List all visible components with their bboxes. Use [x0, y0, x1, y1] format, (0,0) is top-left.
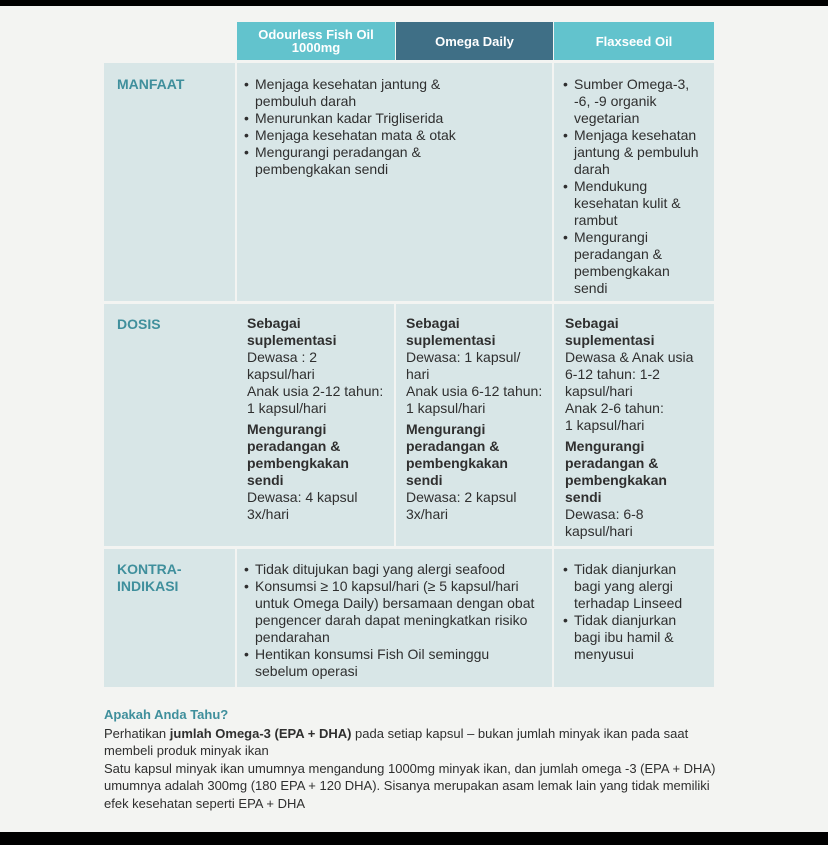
kontra-flaxseed-cell: [563, 561, 703, 663]
kontra-fish-omega-list: [244, 561, 544, 680]
did-you-know-title: Apakah Anda Tahu?: [104, 707, 229, 722]
row-label-dosis: DOSIS: [117, 316, 161, 332]
manfaat-flaxseed-cell: [563, 76, 706, 297]
row-label-manfaat: MANFAAT: [117, 76, 185, 92]
kontra-flaxseed-list: [563, 561, 703, 663]
dosis-omega-cell: [406, 315, 544, 523]
list-item: • Menjaga kesehatan mata & otak: [244, 127, 474, 144]
did-you-know-box: [104, 706, 724, 812]
header-flaxseed-oil: Flaxseed Oil: [554, 22, 714, 60]
dosis-heading: Mengurangi peradangan & pembengkakan sendi: [247, 421, 349, 488]
row-manfaat: [104, 63, 714, 301]
dosis-flaxseed-cell: [565, 315, 707, 540]
dosis-text: 1 kapsul/hari: [565, 417, 645, 433]
did-you-know-paragraph-2: Satu kapsul minyak ikan umumnya mengandung 1000mg minyak ikan, dan jumlah omega -3 (EPA + DHA) umumnya adalah 300mg (180 EPA + 120 DHA). Sisanya merupakan asam lemak lain yang tidak memiliki efek kesehatan seperti EPA + DHA: [104, 760, 716, 811]
dosis-fish-cell: [247, 315, 387, 523]
list-item: • Hentikan konsumsi Fish Oil seminggu sebelum operasi: [244, 646, 544, 680]
dosis-heading: Mengurangi peradangan & pembengkakan sendi: [565, 438, 667, 505]
dosis-text: Anak 2-6 tahun:: [565, 400, 664, 416]
did-you-know-paragraph-1: Perhatikan jumlah Omega-3 (EPA + DHA) pada setiap kapsul – bukan jumlah minyak ikan pada saat membeli produk minyak ikan: [104, 725, 689, 758]
dosis-text: 1 kapsul/hari: [406, 400, 486, 416]
dosis-text: Dewasa: 6-8 kapsul/hari: [565, 506, 644, 539]
dosis-text: Anak usia 6-12 tahun:: [406, 383, 543, 399]
list-item: • Mengurangi peradangan & pembengkakan sendi: [563, 229, 706, 297]
list-item: • Tidak dianjurkan bagi ibu hamil & menyusui: [563, 612, 703, 663]
manfaat-flaxseed-list: [563, 76, 706, 297]
list-item: • Tidak ditujukan bagi yang alergi seafood: [244, 561, 544, 578]
kontra-fish-omega-cell: [244, 561, 544, 680]
list-item: • Menurunkan kadar Trigliserida: [244, 110, 474, 127]
dosis-heading: Sebagai suplementasi: [406, 315, 496, 348]
manfaat-fish-omega-list: [244, 76, 474, 178]
manfaat-fish-omega-cell: [244, 76, 474, 178]
header-fish-oil: Odourless Fish Oil 1000mg: [237, 22, 395, 60]
document-page: [0, 6, 828, 832]
list-item: • Menjaga kesehatan jantung & pembuluh darah: [563, 127, 706, 178]
list-item: • Mendukung kesehatan kulit & rambut: [563, 178, 706, 229]
header-omega-daily: Omega Daily: [396, 22, 553, 60]
dosis-heading: Sebagai suplementasi: [565, 315, 655, 348]
list-item: • Menjaga kesehatan jantung & pembuluh darah: [244, 76, 474, 110]
dosis-text: Dewasa : 2 kapsul/hari: [247, 349, 318, 382]
row-kontra-indikasi: [104, 549, 714, 687]
dosis-text: Dewasa: 4 kapsul 3x/hari: [247, 489, 358, 522]
dosis-text: Dewasa: 2 kapsul 3x/hari: [406, 489, 517, 522]
list-item: • Sumber Omega-3, -6, -9 organik vegetarian: [563, 76, 706, 127]
list-item: • Tidak dianjurkan bagi yang alergi terhadap Linseed: [563, 561, 703, 612]
dosis-heading: Sebagai suplementasi: [247, 315, 337, 348]
dosis-text: Dewasa: 1 kapsul/ hari: [406, 349, 521, 382]
row-dosis: [104, 304, 714, 546]
list-item: • Konsumsi ≥ 10 kapsul/hari (≥ 5 kapsul/hari untuk Omega Daily) bersamaan dengan obat pengencer darah dapat meningkatkan risiko pendarahan: [244, 578, 544, 646]
row-label-kontra-indikasi: KONTRA- INDIKASI: [117, 561, 182, 594]
dosis-text: Anak usia 2-12 tahun:: [247, 383, 384, 399]
list-item: • Mengurangi peradangan & pembengkakan sendi: [244, 144, 474, 178]
dosis-heading: Mengurangi peradangan & pembengkakan sendi: [406, 421, 508, 488]
dosis-text: Dewasa & Anak usia 6-12 tahun: 1-2 kapsul/hari: [565, 349, 694, 399]
dosis-text: 1 kapsul/hari: [247, 400, 327, 416]
